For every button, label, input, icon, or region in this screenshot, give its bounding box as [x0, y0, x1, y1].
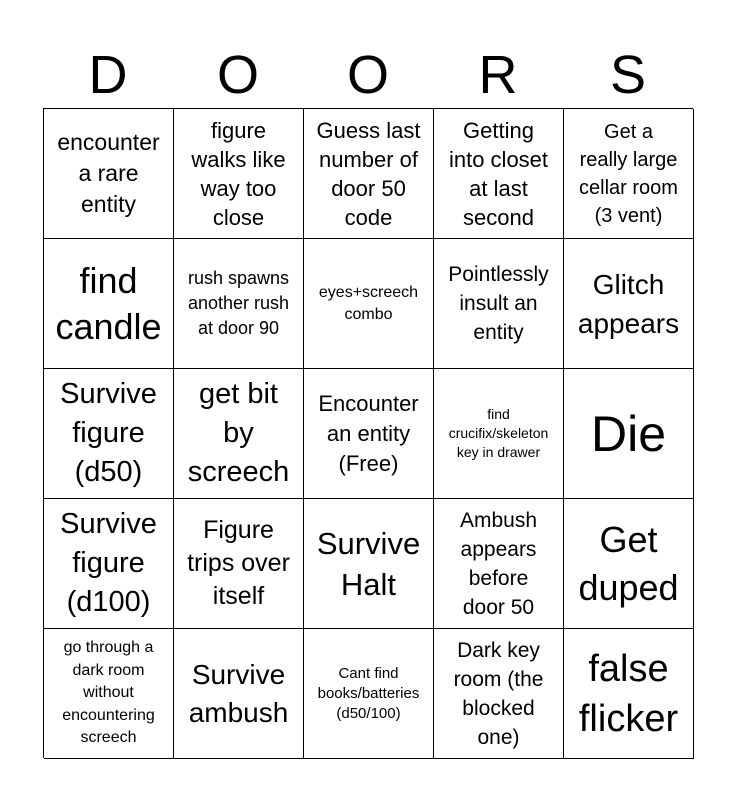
bingo-cell-text: Die	[590, 405, 667, 462]
bingo-cell-text: Pointlessly insult an entity	[448, 263, 549, 344]
bingo-cell-text: Encounter an entity (Free)	[318, 390, 419, 476]
bingo-cell-text: Get a really large cellar room (3 vent)	[579, 120, 678, 227]
bingo-cell[interactable]	[564, 629, 694, 759]
bingo-cell[interactable]	[174, 109, 304, 239]
bingo-cell-text: find candle	[55, 259, 162, 347]
bingo-cell-text: get bit by screech	[187, 378, 290, 488]
bingo-cell-text: Getting into closet at last second	[448, 117, 549, 230]
title-letter-o2: O	[346, 45, 389, 105]
bingo-cell[interactable]	[434, 369, 564, 499]
bingo-cell[interactable]	[564, 499, 694, 629]
bingo-cell-text: encounter a rare entity	[57, 129, 160, 217]
bingo-cell-text: Cant find books/batteries (d50/100)	[317, 664, 420, 722]
bingo-cell[interactable]	[44, 239, 174, 369]
bingo-cell[interactable]	[44, 369, 174, 499]
bingo-cell-text: find crucifix/skeleton key in drawer	[448, 406, 549, 460]
bingo-cell-text: Figure trips over itself	[187, 516, 290, 610]
bingo-cell[interactable]	[304, 239, 434, 369]
bingo-cell[interactable]	[174, 629, 304, 759]
bingo-cell[interactable]	[564, 109, 694, 239]
bingo-board	[43, 108, 693, 758]
bingo-cell-text: false flicker	[578, 647, 679, 740]
bingo-cell-text: go through a dark room without encountering screech	[62, 639, 155, 747]
bingo-cell[interactable]	[304, 499, 434, 629]
bingo-cell-text: Glitch appears	[577, 268, 680, 339]
bingo-cell[interactable]	[434, 109, 564, 239]
bingo-cell-text: rush spawns another rush at door 90	[187, 268, 290, 338]
bingo-cell-text: figure walks like way too close	[191, 117, 286, 230]
bingo-cell-text: Ambush appears before door 50	[459, 508, 538, 619]
bingo-cell[interactable]	[44, 499, 174, 629]
bingo-cell-text: Get duped	[578, 518, 679, 608]
bingo-cell[interactable]	[434, 499, 564, 629]
bingo-cell[interactable]	[174, 369, 304, 499]
bingo-cell-text: Survive ambush	[188, 658, 289, 728]
bingo-cell[interactable]	[44, 629, 174, 759]
bingo-cell[interactable]	[434, 239, 564, 369]
bingo-cell-text: Survive Halt	[316, 525, 421, 602]
bingo-cell-text: eyes+screech combo	[318, 283, 419, 323]
bingo-cell[interactable]	[304, 109, 434, 239]
title-letter-s: S	[609, 45, 647, 105]
bingo-cell[interactable]	[304, 369, 434, 499]
bingo-cell-text: Survive figure (d50)	[60, 378, 157, 488]
title-letter-o1: O	[216, 45, 259, 105]
bingo-cell[interactable]	[174, 499, 304, 629]
bingo-cell[interactable]	[174, 239, 304, 369]
bingo-cell[interactable]	[44, 109, 174, 239]
bingo-cell[interactable]	[564, 239, 694, 369]
bingo-title	[43, 42, 693, 108]
bingo-cell-text: Survive figure (d100)	[60, 508, 157, 618]
bingo-cell-text: Guess last number of door 50 code	[316, 117, 421, 230]
bingo-cell[interactable]	[564, 369, 694, 499]
bingo-cell[interactable]	[434, 629, 564, 759]
title-letter-d: D	[88, 45, 128, 105]
bingo-cell[interactable]	[304, 629, 434, 759]
bingo-cell-text: Dark key room (the blocked one)	[453, 638, 544, 749]
title-letter-r: R	[478, 45, 518, 105]
